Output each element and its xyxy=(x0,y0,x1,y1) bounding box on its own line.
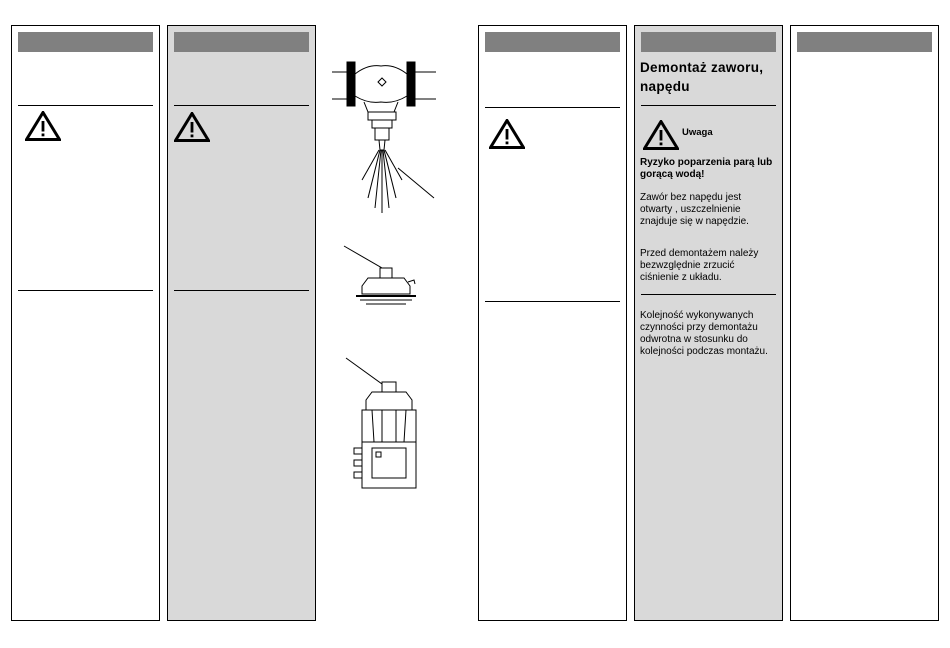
column-1-header-bar xyxy=(18,32,153,52)
valve-steam-figure xyxy=(328,58,440,224)
column-1-rule-top xyxy=(18,105,153,106)
column-2-rule-top xyxy=(174,105,309,106)
column-5-header-bar xyxy=(797,32,932,52)
column-1 xyxy=(11,25,160,621)
actuator-top-figure xyxy=(342,244,422,310)
column-3 xyxy=(478,25,627,621)
actuator-side-figure xyxy=(344,356,418,492)
column-5 xyxy=(790,25,939,621)
paragraph-valve-open: Zawór bez napędu jest otwarty , uszczelnienie znajduje się w napędzie. xyxy=(640,192,749,227)
warning-triangle-icon xyxy=(25,111,61,141)
column-3-rule-bottom xyxy=(485,301,620,302)
warning-triangle-icon xyxy=(489,119,525,149)
warning-label: Uwaga xyxy=(682,127,713,138)
column-4-rule-top xyxy=(641,105,776,106)
warning-headline: Ryzyko poparzenia parą lub gorącą wodą! xyxy=(640,157,773,180)
column-2-rule-bottom xyxy=(174,290,309,291)
column-4-rule-bottom xyxy=(641,294,776,295)
column-2 xyxy=(167,25,316,621)
paragraph-order: Kolejność wykonywanych czynności przy demontażu odwrotna w stosunku do kolejności podczas montażu. xyxy=(640,310,768,357)
column-1-rule-bottom xyxy=(18,290,153,291)
column-4 xyxy=(634,25,783,621)
section-title: Demontaż zaworu, napędu xyxy=(640,60,764,94)
column-4-header-bar xyxy=(641,32,776,52)
column-3-rule-top xyxy=(485,107,620,108)
warning-triangle-icon xyxy=(174,112,210,142)
warning-triangle-icon xyxy=(643,120,679,150)
column-2-header-bar xyxy=(174,32,309,52)
column-3-header-bar xyxy=(485,32,620,52)
paragraph-depressurize: Przed demontażem należy bezwzględnie zrzucić ciśnienie z układu. xyxy=(640,248,759,283)
